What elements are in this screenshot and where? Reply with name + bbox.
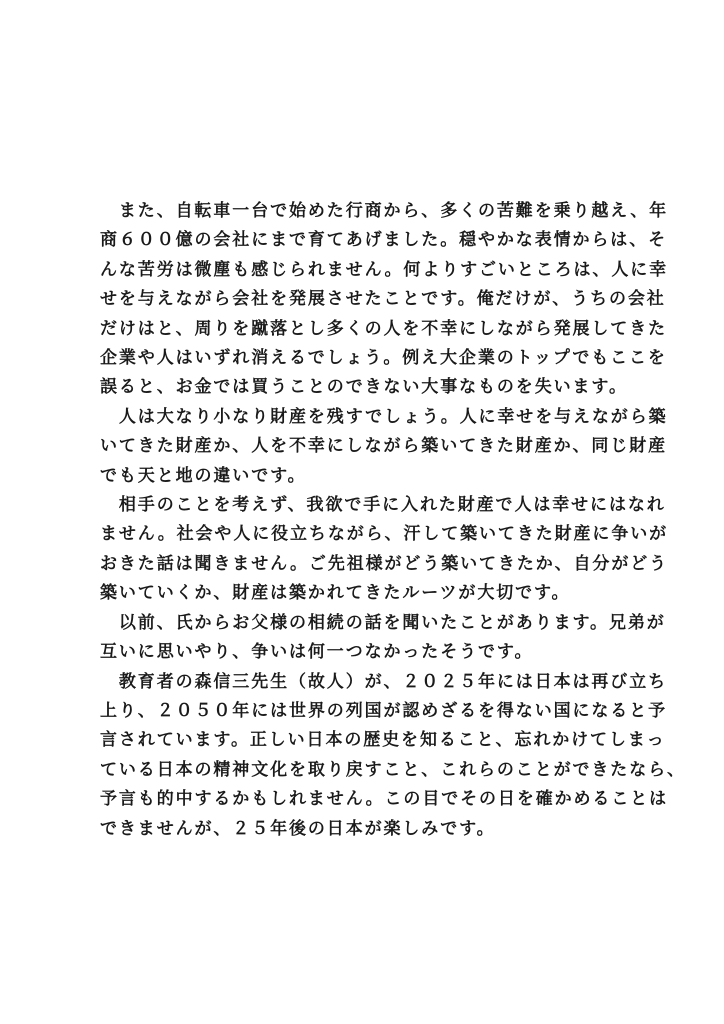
text-line: 以前、氏からお父様の相続の話を聞いたことがあります。兄弟が <box>100 612 666 633</box>
text-line: 上り、２０５０年には世界の列国が認めざるを得ない国になると予 <box>100 700 667 721</box>
text-line: ている日本の精神文化を取り戻すこと、これらのことができたなら、 <box>100 759 686 780</box>
text-line: できませんが、２５年後の日本が楽しみです。 <box>100 818 496 839</box>
text-line: 築いていくか、財産は築かれてきたルーツが大切です。 <box>100 583 571 604</box>
paragraph-1 <box>100 197 669 403</box>
text-line: 言されています。正しい日本の歴史を知ること、忘れかけてしまっ <box>100 730 666 751</box>
text-line: ません。社会や人に役立ちながら、汗して築いてきた財産に争いが <box>100 524 669 545</box>
text-line: でも天と地の違いです。 <box>100 465 307 486</box>
paragraph-5 <box>100 668 686 844</box>
text-line: いてきた財産か、人を不幸にしながら築いてきた財産か、同じ財産 <box>100 436 667 457</box>
text-line: また、自転車一台で始めた行商から、多くの苦難を乗り越え、年 <box>100 201 669 221</box>
text-line: 互いに思いやり、争いは何一つなかったそうです。 <box>100 642 534 663</box>
text-line: 人は大なり小なり財産を残すでしょう。人に幸せを与えながら築 <box>100 406 668 427</box>
text-line: おきた話は聞きません。ご先祖様がどう築いてきたか、自分がどう <box>100 553 669 574</box>
text-line: 予言も的中するかもしれません。この目でその日を確かめることは <box>100 789 669 810</box>
document-body <box>100 197 686 844</box>
paragraph-2 <box>100 403 668 491</box>
text-line: だけはと、周りを蹴落とし多くの人を不幸にしながら発展してきた <box>100 318 667 339</box>
text-line: んな苦労は微塵も感じられません。何よりすごいところは、人に幸 <box>100 259 669 280</box>
text-line: 教育者の森信三先生（故人）が、２０２５年には日本は再び立ち <box>100 671 667 692</box>
paragraph-3 <box>100 491 669 609</box>
text-line: 誤ると、お金では買うことのできない大事なものを失います。 <box>100 377 628 398</box>
text-line: 商６００億の会社にまで育てあげました。穏やかな表情からは、そ <box>100 230 667 251</box>
paragraph-4 <box>100 609 666 668</box>
text-line: せを与えながら会社を発展させたことです。俺だけが、うちの会社 <box>100 289 666 310</box>
text-line: 企業や人はいずれ消えるでしょう。例え大企業のトップでもここを <box>100 348 667 369</box>
text-line: 相手のことを考えず、我欲で手に入れた財産で人は幸せにはなれ <box>100 495 666 516</box>
